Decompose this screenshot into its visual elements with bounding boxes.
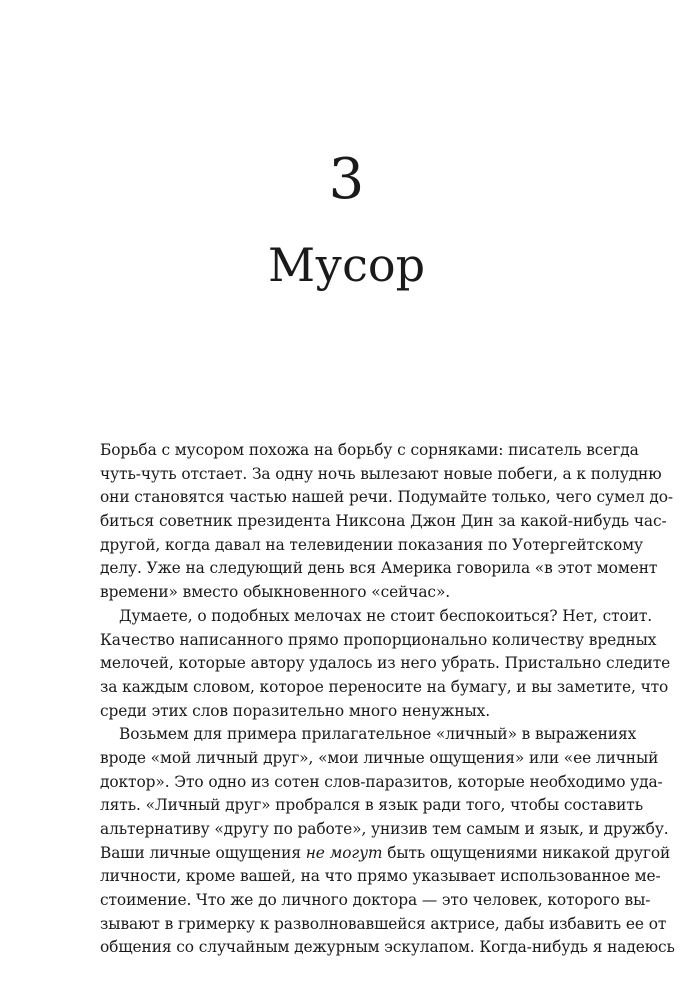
text-line	[100, 842, 671, 866]
text-line: альтернативу «другу по работе», унизив тем самым и язык, и дружбу.	[100, 820, 669, 838]
text-segment: Ваши личные ощущения	[100, 843, 301, 862]
text-line: вроде «мой личный друг», «мои личные ощущения» или «ее личный	[100, 748, 659, 767]
text-line: времени» вместо обыкновенного «сейчас».	[100, 583, 451, 602]
text-line: стоимение. Что же до личного доктора — это человек, которого вы-	[100, 891, 651, 910]
text-line: личности, кроме вашей, на что прямо указывает использованное ме-	[100, 867, 661, 886]
text-segment: быть ощущениями никакой другой	[387, 843, 671, 862]
chapter-title: Мусор	[267, 238, 426, 292]
text-line: чуть-чуть отстает. За одну ночь вылезают новые побеги, а к полудню	[100, 464, 662, 483]
text-line: Качество написанного прямо пропорционально количеству вредных	[100, 630, 657, 649]
emphasis-text: не могут	[305, 843, 383, 862]
text-line: Возьмем для примера прилагательное «личный» в выражениях	[119, 725, 637, 744]
text-line: Борьба с мусором похожа на борьбу с сорняками: писатель всегда	[100, 441, 639, 459]
text-line: общения со случайным дежурным эскулапом. Когда-нибудь я надеюсь	[100, 938, 675, 957]
text-line: зывают в гримерку к разволновавшейся актрисе, дабы избавить ее от	[100, 914, 667, 933]
text-line: другой, когда давал на телевидении показания по Уотергейтскому	[100, 535, 643, 554]
body-text	[100, 439, 675, 960]
text-line: лять. «Личный друг» пробрался в язык ради того, чтобы составить	[100, 796, 643, 815]
text-line: доктор». Это одно из сотен слов-паразитов, которые необходимо уда-	[100, 772, 663, 791]
text-line: среди этих слов поразительно много ненужных.	[100, 701, 491, 720]
text-line: за каждым словом, которое переносите на бумагу, и вы заметите, что	[100, 677, 669, 696]
text-line: они становятся частью нашей речи. Подумайте только, чего сумел до-	[100, 488, 673, 507]
text-line: мелочей, которые автору удалось из него убрать. Пристально следите	[100, 654, 671, 673]
text-line: биться советник президента Никсона Джон Дин за какой-нибудь час-	[100, 512, 667, 531]
chapter-number: 3	[328, 147, 365, 212]
text-line: Думаете, о подобных мелочах не стоит беспокоиться? Нет, стоит.	[119, 606, 653, 625]
text-line: делу. Уже на следующий день вся Америка говорила «в этот момент	[100, 559, 658, 578]
